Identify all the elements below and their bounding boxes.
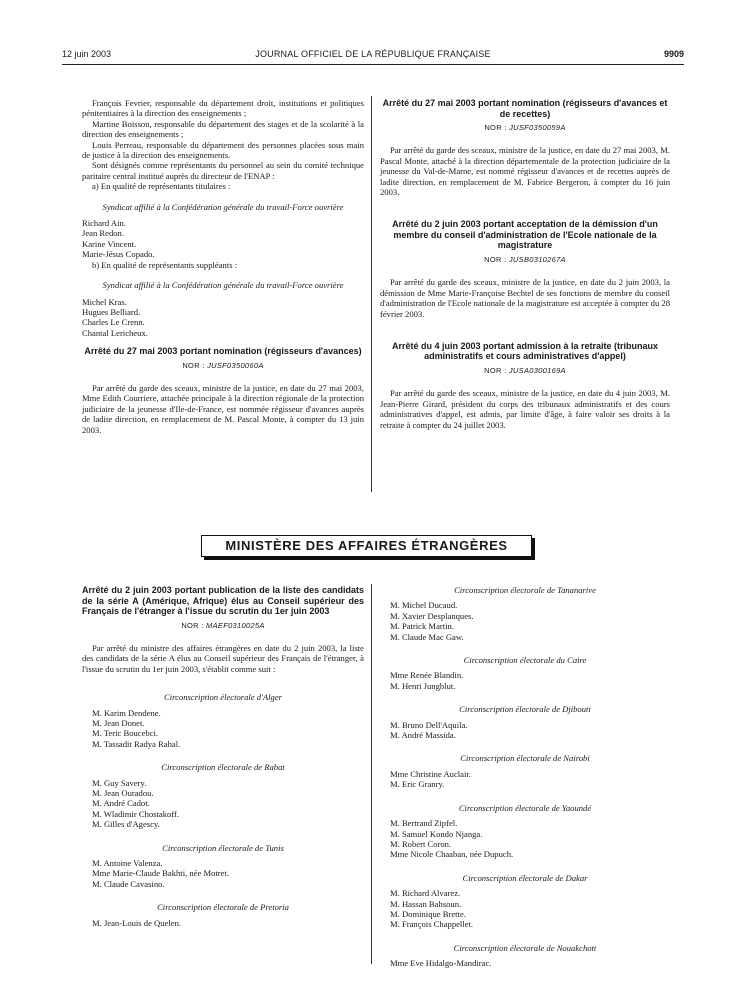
- list-item: M. Patrick Martin.: [390, 621, 454, 632]
- titulaires-label: a) En qualité de représentants titulaires :: [92, 181, 231, 192]
- list-item: M. Henri Jungblut.: [390, 680, 456, 691]
- ministry-title: MINISTÈRE DES AFFAIRES ÉTRANGÈRES: [201, 535, 532, 557]
- decree-title: Arrêté du 2 juin 2003 portant acceptation de la démission d'un membre du conseil d'administration de l'Ecole nationale de la magistrature: [392, 219, 658, 251]
- list-item: M. Jean Donet.: [92, 717, 145, 728]
- list-item: Jean Redon.: [82, 228, 125, 239]
- left-column-top: [82, 98, 364, 435]
- nor-label: NOR :: [484, 365, 507, 375]
- circonscription-heading: Circonscription électorale de Nairobi: [460, 753, 590, 764]
- decree-body: Par arrêté du ministre des affaires étrangères en date du 2 juin 2003, la liste des candidats de la série A élus au Conseil supérieur des Français de l'étranger, à l'issue du scrutin du 1er juin 2003, s'établit comme suit :: [82, 642, 364, 674]
- member-list: [380, 670, 670, 691]
- decree-title: Arrêté du 27 mai 2003 portant nomination (régisseurs d'avances): [84, 346, 362, 357]
- list-item: M. André Massida.: [390, 730, 456, 741]
- intro-paragraph: Sont désignés comme représentants du personnel au sein du comité technique paritaire central institué auprès du directeur de l'ENAP :: [82, 160, 364, 181]
- nor-reference: [82, 361, 364, 371]
- circonscription-heading: Circonscription électorale de Tunis: [162, 842, 284, 853]
- column-divider: [371, 584, 372, 964]
- list-item: M. Bruno Dell'Aquila.: [390, 719, 468, 730]
- right-column-top: [380, 98, 670, 430]
- list-item: Marie-Jésus Copado.: [82, 249, 155, 260]
- titulaires-list: [82, 218, 364, 260]
- list-item: M. François Chappellet.: [390, 919, 474, 930]
- decree-block: [380, 341, 670, 430]
- nor-code: JUSF0350059A: [509, 123, 566, 132]
- left-column-bottom: [82, 585, 364, 928]
- list-item: M. Tassadit Radya Rahal.: [92, 738, 181, 749]
- member-list: [82, 778, 364, 830]
- member-list: [82, 858, 364, 889]
- nor-reference: [380, 123, 670, 133]
- member-list: [380, 720, 670, 741]
- decree-title: Arrêté du 27 mai 2003 portant nomination (régisseurs d'avances et de recettes): [382, 98, 668, 119]
- decree-block: [380, 219, 670, 319]
- member-list: [82, 708, 364, 750]
- list-item: M. Bertrand Zipfel.: [390, 818, 458, 829]
- journal-title: JOURNAL OFFICIEL DE LA RÉPUBLIQUE FRANÇAISE: [255, 49, 491, 59]
- header-date: 12 juin 2003: [62, 49, 112, 59]
- list-item: M. Wladimir Chostakoff.: [92, 808, 180, 819]
- list-item: M. Michel Ducaud.: [390, 600, 458, 611]
- list-item: Richard Ain.: [82, 218, 126, 229]
- decree-title: Arrêté du 2 juin 2003 portant publication de la liste des candidats de la série A (Amérique, Afrique) élus au Conseil supérieur des Français de l'étranger à l'issue du scrutin du 1er juin 2003: [82, 585, 364, 616]
- list-item: M. Jean Ouradou.: [92, 787, 154, 798]
- list-item: M. Guy Savery.: [92, 777, 147, 788]
- nor-label: NOR :: [484, 123, 507, 132]
- circonscription-heading: Circonscription électorale de Dakar: [462, 872, 588, 883]
- circonscription-heading: Circonscription électorale d'Alger: [164, 692, 282, 703]
- member-list: [380, 888, 670, 930]
- list-item: Hugues Belliard.: [82, 306, 141, 317]
- decree-block: [82, 346, 364, 435]
- intro-paragraph: Martine Boisson, responsable du département des stages et de la scolarité à la direction des enseignements ;: [82, 118, 364, 140]
- circonscription-heading: Circonscription électorale de Pretoria: [157, 902, 289, 913]
- decree-body: Par arrêté du garde des sceaux, ministre de la justice, en date du 27 mai 2003, M. Pascal Monte, attaché à la direction départementale de la protection judiciaire de la jeunesse du Val-de-Marne, est nommé régisseur d'avances et de recettes auprès de ladite direction, en remplacement de M. Fabrice Bergeron, à compter du 16 juin 2003.: [380, 145, 670, 198]
- list-item: M. Hassan Bahsoun.: [390, 898, 462, 909]
- nor-label: NOR :: [181, 620, 204, 630]
- decree-title: Arrêté du 4 juin 2003 portant admission à la retraite (tribunaux administratifs et cours administratives d'appel): [391, 340, 659, 362]
- member-list: [380, 769, 670, 790]
- list-item: M. Claude Cavasino.: [92, 878, 165, 889]
- page-number: 9909: [663, 49, 684, 59]
- nor-code: JUSA0300169A: [508, 365, 566, 375]
- list-item: M. Jean-Louis de Quelen.: [92, 917, 182, 928]
- intro-paragraph: François Fevrier, responsable du département droit, institutions et politiques pénitentiaires à la direction des enseignements ;: [82, 98, 364, 119]
- list-item: Mme Nicole Chaaban, née Dupuch.: [390, 849, 514, 860]
- intro-paragraph: Louis Perreau, responsable du département des personnes placées sous main de justice à la direction des enseignements.: [82, 139, 364, 161]
- list-item: M. Samuel Kondo Njanga.: [390, 828, 483, 839]
- circonscription-heading: Circonscription électorale de Rabat: [161, 762, 285, 773]
- suppleants-label: b) En qualité de représentants suppléants :: [92, 259, 238, 270]
- list-item: Chantal Lericheux.: [82, 327, 148, 338]
- list-item: M. Claude Mac Gaw.: [390, 631, 464, 642]
- list-item: Michel Kras.: [82, 296, 127, 307]
- nor-code: JUSB0310267A: [508, 254, 566, 264]
- nor-reference: [380, 366, 670, 376]
- nor-label: NOR :: [484, 254, 507, 264]
- suppleants-list: [82, 297, 364, 339]
- member-list: [380, 818, 670, 860]
- circonscription-heading: Circonscription électorale de Nouakchott: [453, 942, 597, 953]
- nor-reference: [380, 255, 670, 265]
- circonscription-heading: Circonscription électorale de Tananarive: [454, 585, 596, 595]
- list-item: Mme Eve Hidalgo-Mandirac.: [390, 958, 492, 969]
- list-item: M. Teric Boucebci.: [92, 728, 159, 739]
- ministry-heading: [201, 535, 538, 561]
- list-item: M. André Cadot.: [92, 798, 150, 809]
- nor-code: MAEF0310025A: [206, 620, 265, 630]
- list-item: M. Eric Granry.: [390, 779, 445, 790]
- member-list: [82, 918, 364, 928]
- nor-reference: [82, 621, 364, 631]
- list-item: M. Antoine Valenza.: [92, 858, 163, 868]
- circonscription-heading: Circonscription électorale de Djibouti: [459, 704, 591, 715]
- list-item: M. Dominique Brette.: [390, 908, 466, 919]
- running-header: [62, 49, 684, 63]
- decree-body: Par arrêté du garde des sceaux, ministre de la justice, en date du 4 juin 2003, M. Jean-Pierre Girard, président du corps des tribunaux administratifs et des cours administratives d'appel, est admis, par limite d'âge, à faire valoir ses droits à la retraite à compter du 24 juillet 2003.: [380, 388, 670, 430]
- decree-block: [380, 98, 670, 197]
- list-item: M. Karim Dendene.: [92, 707, 161, 718]
- list-item: M. Richard Alvarez.: [390, 888, 461, 899]
- list-item: Mme Renée Blandin.: [390, 670, 464, 681]
- syndicat-heading: Syndicat affilié à la Confédération générale du travail-Force ouvrière: [102, 280, 344, 291]
- list-item: Charles Le Crenn.: [82, 317, 145, 328]
- decree-body: Par arrêté du garde des sceaux, ministre de la justice, en date du 27 mai 2003, Mme Edith Courriere, attachée principale à la direction régionale de la protection judiciaire de la jeunesse d'Ile-de-France, est nommée régisseur d'avances auprès de ladite direction, en remplacement de M. Pascal Monte, à compter du 13 juin 2003.: [82, 383, 364, 435]
- list-item: Karine Vincent.: [82, 238, 137, 249]
- list-item: M. Robert Coron.: [390, 838, 452, 849]
- right-column-bottom: [380, 585, 670, 969]
- syndicat-heading: Syndicat affilié à la Confédération générale du travail-Force ouvrière: [102, 201, 344, 212]
- column-divider: [371, 96, 372, 492]
- circonscription-heading: Circonscription électorale du Caire: [463, 655, 587, 666]
- member-list: [380, 958, 670, 968]
- nor-label: NOR :: [182, 360, 205, 370]
- nor-code: JUSF0350060A: [207, 360, 264, 370]
- header-rule: [62, 64, 684, 65]
- list-item: Mme Marie-Claude Bakhti, née Motret.: [92, 868, 229, 879]
- circonscription-heading: Circonscription électorale de Yaoundé: [458, 802, 592, 813]
- list-item: M. Xavier Desplanques.: [390, 610, 474, 621]
- member-list: [380, 600, 670, 642]
- list-item: Mme Christine Auclair.: [390, 768, 471, 779]
- list-item: M. Gilles d'Agescy.: [92, 819, 160, 830]
- decree-body: Par arrêté du garde des sceaux, ministre de la justice, en date du 2 juin 2003, la démission de Mme Marie-Françoise Bechtel de ses fonctions de membre du conseil d'administration de l'Ecole nationale de la magistrature est acceptée à compter du 28 février 2003.: [380, 277, 670, 319]
